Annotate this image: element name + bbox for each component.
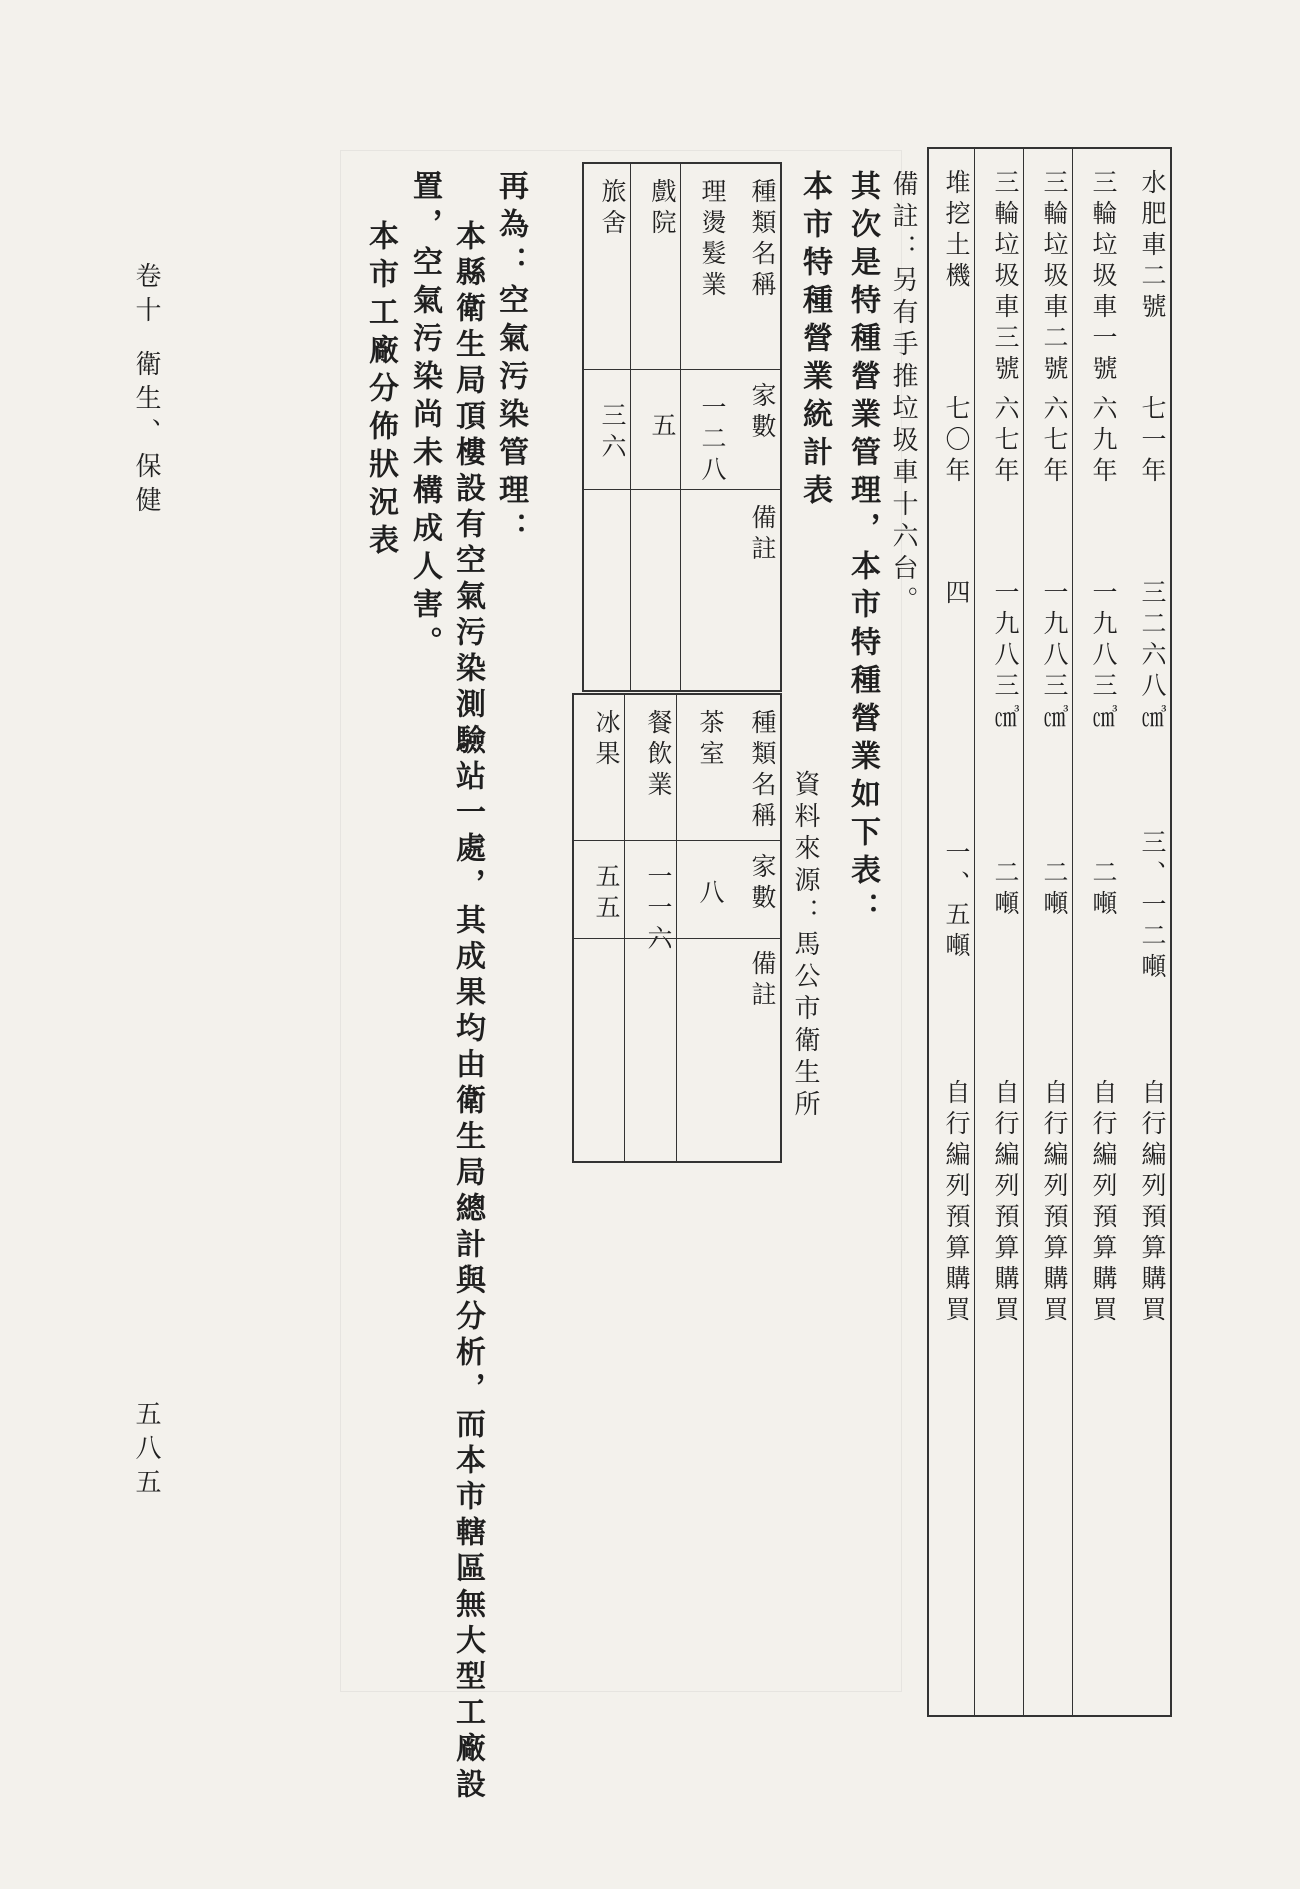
count: 八 (696, 879, 725, 910)
vehicle-volume: 一九八三㎤ (991, 579, 1020, 734)
vehicle-year: 六七年 (991, 395, 1020, 488)
vehicle-name: 水肥車二號 (1138, 169, 1167, 324)
table-row (927, 149, 974, 1715)
vehicle-source: 自行編列預算購買 (1040, 1079, 1069, 1327)
header-remark: 備註 (748, 950, 777, 1012)
vehicle-name: 三輪垃圾車二號 (1040, 169, 1069, 386)
chapter-label: 卷十 (131, 262, 161, 330)
vehicle-capacity: 一、五噸 (942, 839, 971, 963)
count: 三六 (598, 402, 627, 464)
section-label: 衛生、保健 (131, 350, 161, 520)
category: 理燙髮業 (698, 178, 727, 302)
table-note: 備註：另有手推垃圾車十六台。 (888, 170, 918, 618)
vehicle-volume: 一九八三㎤ (1089, 579, 1118, 734)
table-row (974, 149, 1023, 1715)
table-header-row (730, 164, 780, 690)
count: 一二八 (698, 394, 727, 487)
table-row (582, 164, 630, 690)
vehicle-source: 自行編列預算購買 (942, 1079, 971, 1327)
category: 戲院 (648, 178, 677, 240)
vehicle-name: 三輪垃圾車三號 (991, 169, 1020, 386)
vehicle-name: 三輪垃圾車一號 (1089, 169, 1118, 386)
table-title: 本市特種營業統計表 (797, 170, 832, 512)
vehicle-name: 堆挖土機 (942, 169, 971, 293)
table-row (1121, 149, 1170, 1715)
table-row (680, 164, 730, 690)
vehicle-capacity: 三、一二噸 (1138, 829, 1167, 984)
divider (574, 938, 780, 939)
vehicle-table (927, 147, 1172, 1717)
table-row (1072, 149, 1121, 1715)
header-remark: 備註 (748, 504, 777, 566)
vehicle-source: 自行編列預算購買 (991, 1079, 1020, 1327)
divider (574, 840, 780, 841)
vehicle-source: 自行編列預算購買 (1138, 1079, 1167, 1327)
table-header-row (728, 695, 780, 1161)
count: 五五 (592, 863, 621, 925)
table-row (624, 695, 676, 1161)
count: 五 (648, 412, 677, 443)
vehicle-volume: 四 (942, 579, 971, 610)
paragraph: 其次是特種營業管理，本市特種營業如下表： (845, 170, 880, 930)
paragraph: 置，空氣污染尚未構成人害。 (407, 170, 442, 664)
vehicle-capacity: 二噸 (991, 859, 1020, 921)
table-row (630, 164, 680, 690)
category: 茶室 (696, 709, 725, 771)
special-business-table-2 (572, 693, 782, 1163)
category: 餐飲業 (644, 709, 673, 802)
paragraph: 本市工廠分佈狀況表 (363, 220, 398, 562)
header-category: 種類名稱 (748, 178, 777, 302)
table-row (572, 695, 624, 1161)
divider (584, 369, 780, 370)
header-category: 種類名稱 (748, 709, 777, 833)
category: 冰果 (592, 709, 621, 771)
vehicle-year: 七〇年 (942, 395, 971, 488)
vehicle-capacity: 二噸 (1040, 859, 1069, 921)
table-row (676, 695, 728, 1161)
category: 旅舍 (598, 178, 627, 240)
section-title: 再為：空氣污染管理： (493, 170, 528, 550)
vehicle-year: 七一年 (1138, 395, 1167, 488)
vehicle-volume: 三二六八㎤ (1138, 579, 1167, 734)
vehicle-year: 六七年 (1040, 395, 1069, 488)
count: 一一六 (644, 863, 673, 956)
header-count: 家數 (748, 853, 777, 915)
vehicle-volume: 一九八三㎤ (1040, 579, 1069, 734)
header-count: 家數 (748, 382, 777, 444)
vehicle-year: 六九年 (1089, 395, 1118, 488)
data-source: 資料來源：馬公市衛生所 (790, 770, 820, 1122)
table-row (1023, 149, 1072, 1715)
page-number: 五八五 (131, 1400, 161, 1502)
vehicle-capacity: 二噸 (1089, 859, 1118, 921)
special-business-table-1 (582, 162, 782, 692)
divider (584, 489, 780, 490)
vehicle-source: 自行編列預算購買 (1089, 1079, 1118, 1327)
paragraph: 本縣衛生局頂樓設有空氣污染測驗站一處，其成果均由衛生局總計與分析，而本市轄區無大型工廠設 (450, 220, 485, 1804)
